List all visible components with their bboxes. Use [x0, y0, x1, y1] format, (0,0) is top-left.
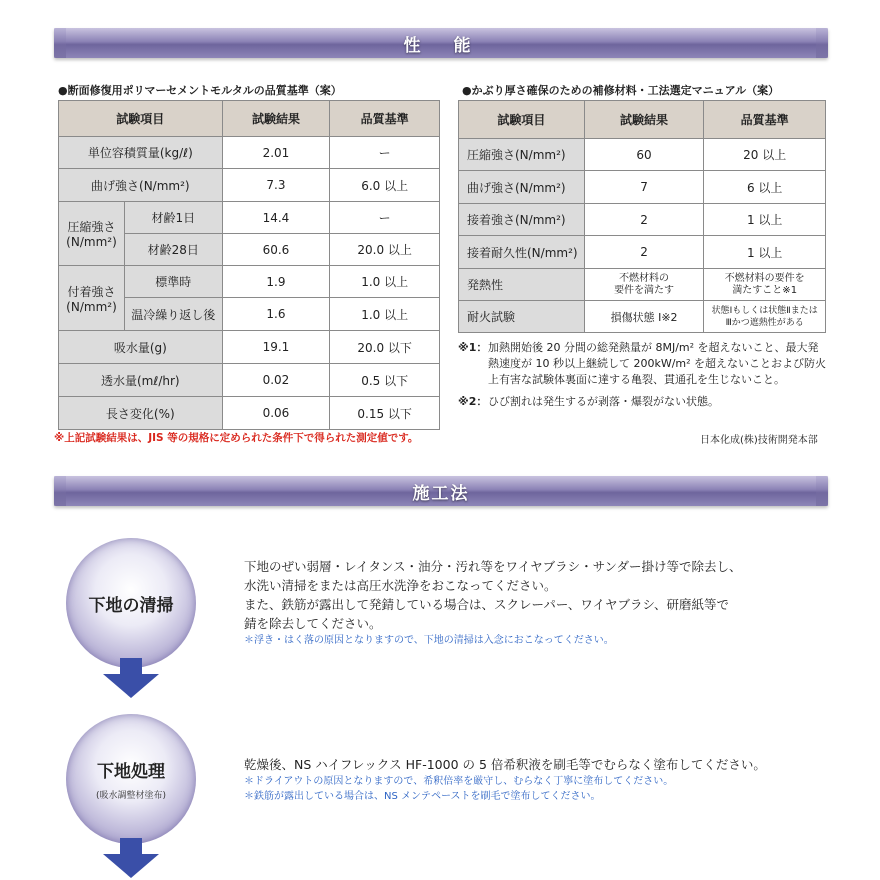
table-row	[59, 266, 440, 298]
row-standard: 状態Ⅰもしくは状態Ⅱまたは Ⅲかつ遮熱性がある	[704, 301, 826, 333]
step-1-line: また、鉄筋が露出して発錆している場合は、スクレーパー、ワイヤブラシ、研磨紙等で	[244, 597, 730, 612]
right-manual-table	[458, 100, 826, 333]
row-result: 1.6	[222, 298, 330, 331]
header-result: 試験結果	[584, 101, 704, 139]
table-row	[59, 137, 440, 169]
row-standard: 1.0 以上	[330, 266, 440, 298]
construction-banner	[54, 476, 828, 506]
compressive-group-label	[59, 202, 125, 266]
row-result: 0.02	[222, 364, 330, 397]
row-sublabel: 材齢28日	[124, 234, 222, 266]
row-sublabel: 温冷繰り返し後	[124, 298, 222, 331]
row-result: 7	[584, 171, 704, 204]
row-label: 曲げ強さ(N/mm²)	[459, 171, 585, 204]
compressive-label: 圧縮強さ	[67, 220, 116, 234]
row-standard: 1.0 以上	[330, 298, 440, 331]
header-item: 試験項目	[459, 101, 585, 139]
header-item: 試験項目	[59, 101, 223, 137]
table-row	[459, 171, 826, 204]
step-2-text	[244, 755, 824, 804]
step-1-circle	[66, 538, 196, 668]
row-label: 長さ変化(%)	[59, 397, 223, 430]
table-row	[59, 364, 440, 397]
row-result: 損傷状態 I※2	[584, 301, 704, 333]
table-row	[59, 331, 440, 364]
step-2-subtitle: (吸水調整材塗布)	[95, 791, 167, 801]
row-label: 曲げ強さ(N/mm²)	[59, 169, 223, 202]
table-row	[459, 139, 826, 171]
row-label: 圧縮強さ(N/mm²)	[459, 139, 585, 171]
table-row	[59, 397, 440, 430]
row-result: 19.1	[222, 331, 330, 364]
step-2-note: ＊鉄筋が露出している場合は、NS メンテペーストを刷毛で塗布してください。	[244, 791, 601, 802]
row-result: 不燃材料の 要件を満たす	[584, 269, 704, 301]
row-label: 単位容積質量(kg/ℓ)	[59, 137, 223, 169]
note-2	[458, 394, 828, 410]
row-standard: 1 以上	[704, 204, 826, 236]
note-1-key: ※1：	[458, 341, 488, 354]
row-standard: 6 以上	[704, 171, 826, 204]
table-row	[459, 269, 826, 301]
down-arrow-icon	[103, 658, 159, 698]
row-standard: ー	[330, 202, 440, 234]
row-standard: 0.5 以下	[330, 364, 440, 397]
row-result: 14.4	[222, 202, 330, 234]
right-table-caption: ●かぶり厚さ確保のための補修材料・工法選定マニュアル（案）	[462, 84, 780, 97]
note-1	[458, 340, 828, 388]
performance-title: 性 能	[403, 35, 479, 56]
step-2-title: 下地処理	[97, 762, 165, 782]
adhesion-group-label	[59, 266, 125, 331]
left-quality-table	[58, 100, 440, 430]
note-2-text: ひび割れは発生するが剥落・爆裂がない状態。	[488, 395, 719, 408]
row-result: 2	[584, 204, 704, 236]
note-2-key: ※2：	[458, 395, 488, 408]
step-2-circle	[66, 714, 196, 844]
header-standard: 品質基準	[704, 101, 826, 139]
row-label: 接着耐久性(N/mm²)	[459, 236, 585, 269]
adhesion-label: 付着強さ	[67, 284, 116, 299]
row-label: 発熱性	[459, 269, 585, 301]
table-row	[459, 301, 826, 333]
left-table-caption: ●断面修復用ポリマーセメントモルタルの品質基準（案）	[58, 84, 342, 97]
row-standard: 20.0 以上	[330, 234, 440, 266]
row-standard: 0.15 以下	[330, 397, 440, 430]
row-result: 1.9	[222, 266, 330, 298]
row-result: 2.01	[222, 137, 330, 169]
row-sublabel: 標準時	[124, 266, 222, 298]
right-notes	[458, 340, 828, 410]
table-row	[459, 236, 826, 269]
row-standard: 1 以上	[704, 236, 826, 269]
adhesion-unit: (N/mm²)	[66, 299, 117, 314]
row-sublabel: 材齢1日	[124, 202, 222, 234]
compressive-unit: (N/mm²)	[66, 235, 117, 249]
step-1-title: 下地の清掃	[88, 595, 174, 616]
row-standard: 6.0 以上	[330, 169, 440, 202]
step-1-line: 下地のぜい弱層・レイタンス・油分・汚れ等をワイヤブラシ・サンダー掛け等で除去し、	[244, 559, 742, 574]
jis-note: ※上記試験結果は、JIS 等の規格に定められた条件下で得られた測定値です。	[54, 432, 419, 444]
row-label: 透水量(mℓ/hr)	[59, 364, 223, 397]
credit: 日本化成(株)技術開発本部	[700, 435, 818, 446]
performance-banner	[54, 28, 828, 58]
header-result: 試験結果	[222, 101, 330, 137]
step-2-note: ＊ドライアウトの原因となりますので、希釈倍率を厳守し、むらなく丁寧に塗布してください。	[244, 776, 674, 787]
row-result: 0.06	[222, 397, 330, 430]
table-header-row	[459, 101, 826, 139]
down-arrow-icon	[103, 838, 159, 878]
step-1-line: 水洗い清掃をまたは高圧水洗浄をおこなってください。	[244, 578, 557, 593]
row-result: 7.3	[222, 169, 330, 202]
step-1-note: ＊浮き・はく落の原因となりますので、下地の清掃は入念におこなってください。	[244, 635, 614, 646]
row-standard: 20.0 以下	[330, 331, 440, 364]
table-row	[59, 169, 440, 202]
note-1-text: 加熱開始後 20 分間の総発熱量が 8MJ/m² を超えないこと、最大発熱速度が 10 秒以上継続して 200kW/m² を超えないことおよび防火上有害な試験体裏面に達する亀裂、貫通孔を生じないこと。	[488, 341, 827, 386]
row-result: 60	[584, 139, 704, 171]
table-header-row	[59, 101, 440, 137]
row-label: 吸水量(g)	[59, 331, 223, 364]
row-label: 耐火試験	[459, 301, 585, 333]
table-row	[59, 202, 440, 234]
step-1-text	[244, 557, 824, 648]
row-label: 接着強さ(N/mm²)	[459, 204, 585, 236]
header-standard: 品質基準	[330, 101, 440, 137]
step-1-line: 錆を除去してください。	[244, 616, 382, 631]
row-standard: 20 以上	[704, 139, 826, 171]
construction-title: 施工法	[412, 483, 470, 504]
row-standard: ー	[330, 137, 440, 169]
row-result: 60.6	[222, 234, 330, 266]
row-standard: 不燃材料の要件を 満たすこと※1	[704, 269, 826, 301]
step-2-line: 乾燥後、NS ハイフレックス HF-1000 の 5 倍希釈液を刷毛等でむらなく塗布してください。	[244, 757, 766, 772]
table-row	[459, 204, 826, 236]
row-result: 2	[584, 236, 704, 269]
